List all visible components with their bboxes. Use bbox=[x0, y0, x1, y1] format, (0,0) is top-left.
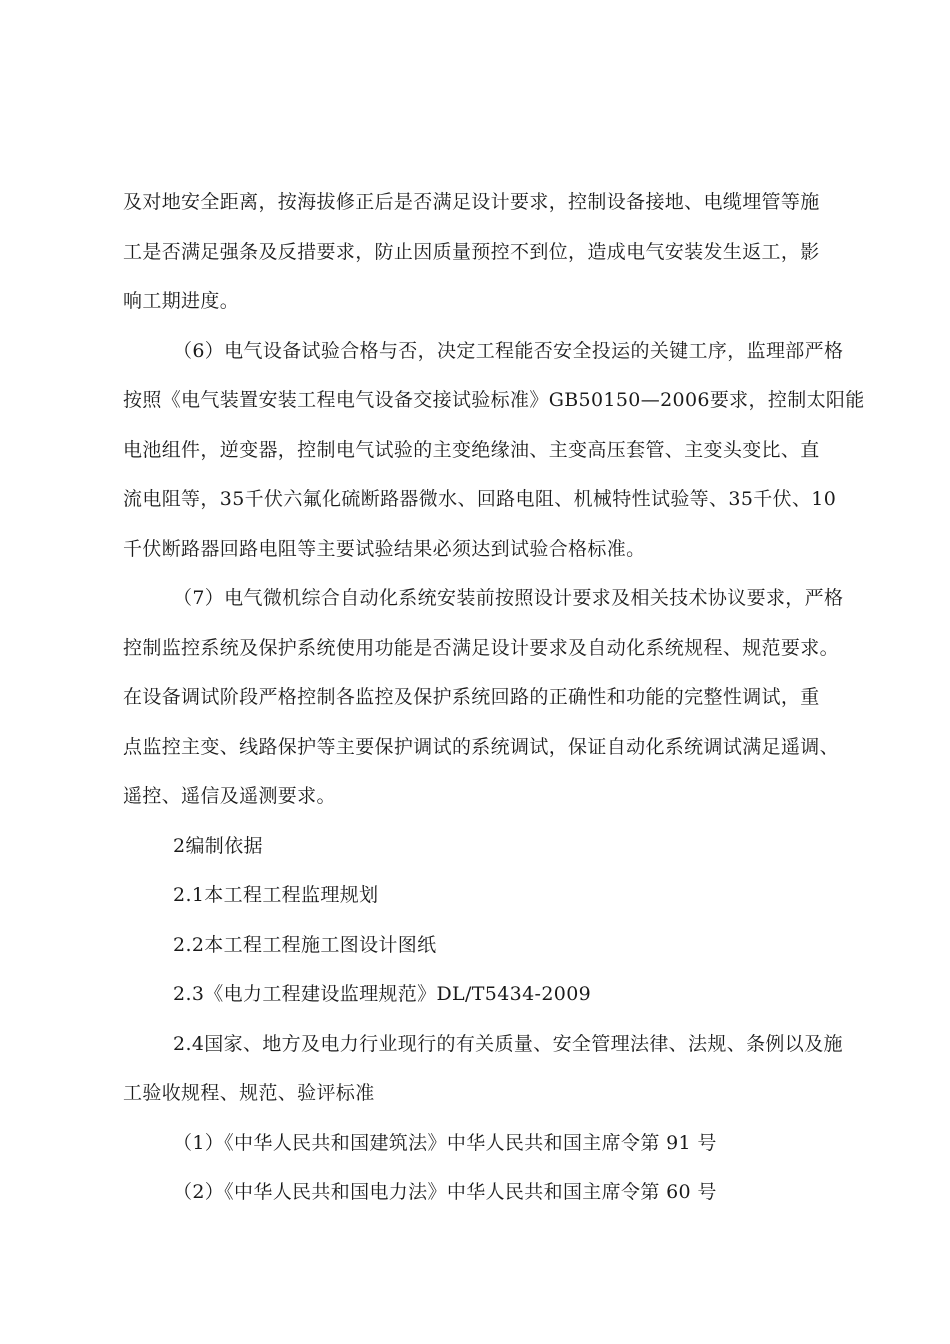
paragraph-item-6 bbox=[123, 327, 865, 575]
text-line: （7）电气微机综合自动化系统安装前按照设计要求及相关技术协议要求，严格 bbox=[173, 587, 844, 609]
text-line: 流电阻等，35千伏六氟化硫断路器微水、回路电阻、机械特性试验等、35千伏、10 bbox=[123, 488, 837, 510]
text-line: 及对地安全距离，按海拔修正后是否满足设计要求，控制设备接地、电缆埋管等施 bbox=[123, 191, 820, 213]
text-line: 电池组件，逆变器，控制电气试验的主变绝缘油、主变高压套管、主变头变比、直 bbox=[123, 438, 820, 461]
document-body bbox=[123, 178, 865, 1218]
text-line: 控制监控系统及保护系统使用功能是否满足设计要求及自动化系统规程、规范要求。 bbox=[123, 636, 839, 659]
text-line: 工是否满足强条及反措要求，防止因质量预控不到位，造成电气安装发生返工，影 bbox=[123, 240, 820, 263]
basis-item-2-4 bbox=[123, 1020, 843, 1119]
text-line: 工验收规程、规范、验评标准 bbox=[123, 1082, 375, 1104]
paragraph-continued bbox=[123, 178, 833, 327]
text-line: （6）电气设备试验合格与否，决定工程能否安全投运的关键工序，监理部严格 bbox=[173, 339, 844, 362]
paragraph-item-7 bbox=[123, 574, 844, 822]
law-item-2: （2）《中华人民共和国电力法》中华人民共和国主席令第 60 号 bbox=[173, 1181, 717, 1203]
text-line: 千伏断路器回路电阻等主要试验结果必须达到试验合格标准。 bbox=[123, 537, 646, 560]
basis-item-2-1: 2.1本工程工程监理规划 bbox=[173, 884, 379, 906]
basis-item-2-2: 2.2本工程工程施工图设计图纸 bbox=[173, 933, 437, 956]
law-item-1: （1）《中华人民共和国建筑法》中华人民共和国主席令第 91 号 bbox=[173, 1131, 717, 1154]
text-line: 在设备调试阶段严格控制各监控及保护系统回路的正确性和功能的完整性调试，重 bbox=[123, 686, 820, 708]
text-line: 按照《电气装置安装工程电气设备交接试验标准》GB50150—2006要求，控制太阳能 bbox=[123, 389, 865, 411]
basis-item-2-3: 2.3《电力工程建设监理规范》DL/T5434-2009 bbox=[173, 983, 592, 1005]
section-heading: 2编制依据 bbox=[173, 834, 263, 857]
text-line: 点监控主变、线路保护等主要保护调试的系统调试，保证自动化系统调试满足遥调、 bbox=[123, 735, 839, 758]
text-line: 2.4国家、地方及电力行业现行的有关质量、安全管理法律、法规、条例以及施 bbox=[173, 1032, 843, 1055]
text-line: 响工期进度。 bbox=[123, 290, 240, 312]
text-line: 遥控、遥信及遥测要求。 bbox=[123, 785, 336, 807]
